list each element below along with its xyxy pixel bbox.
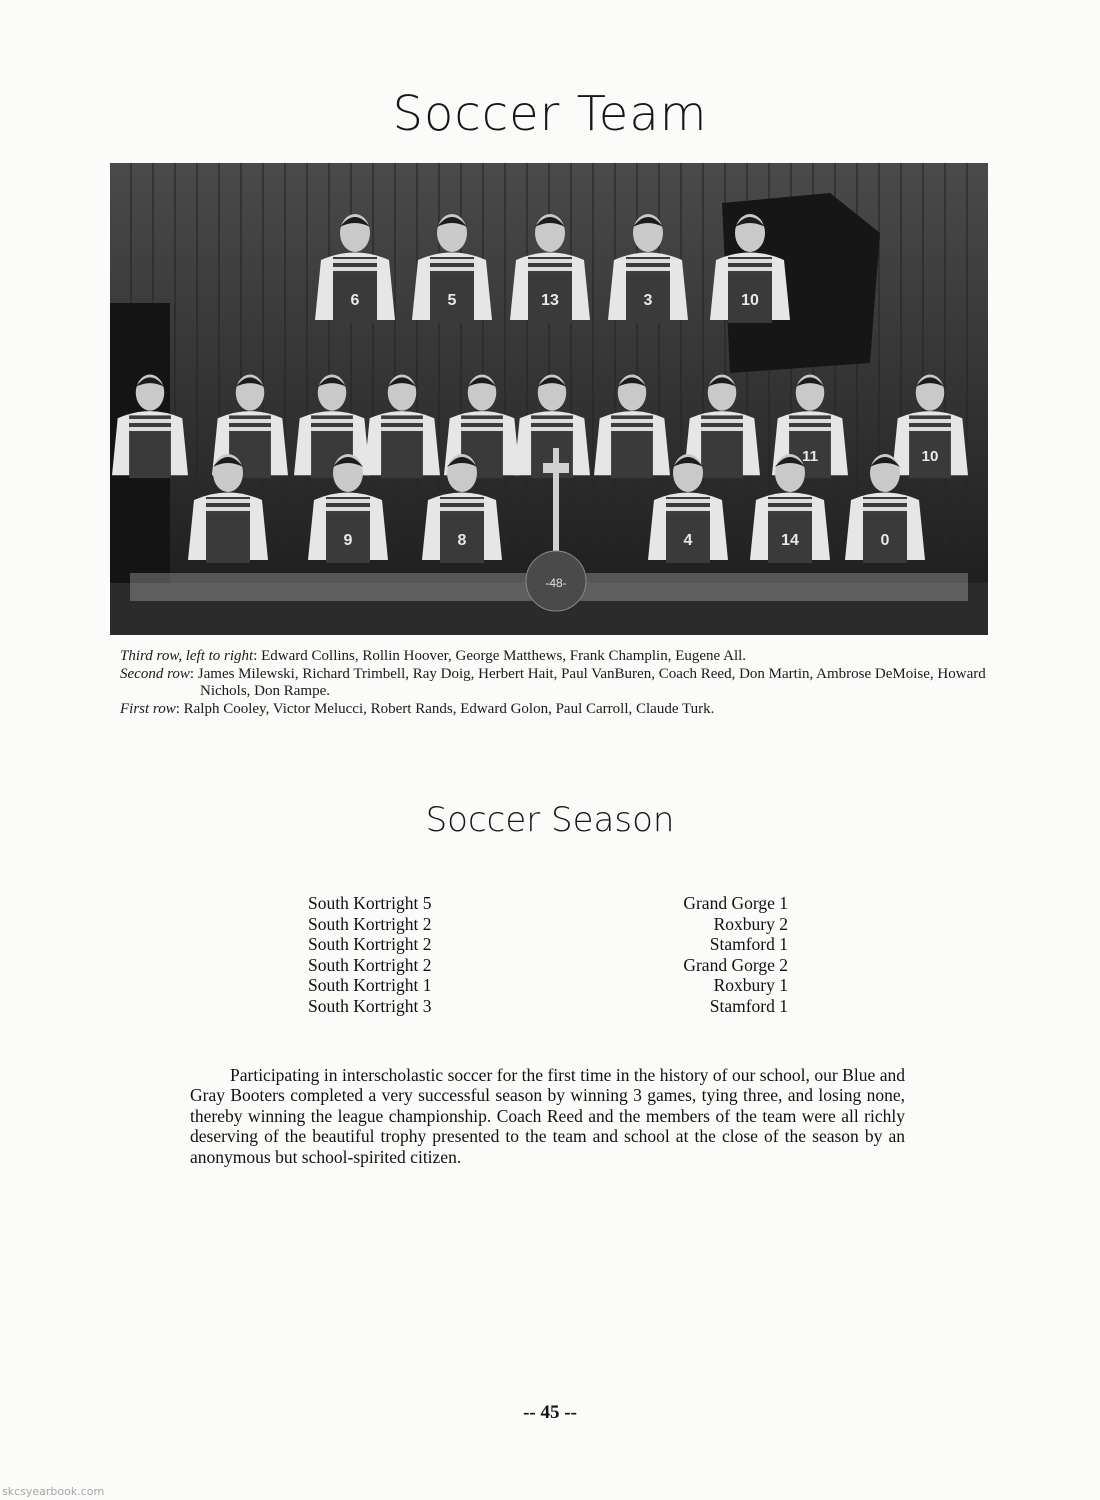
player-jersey-stripes: [129, 415, 171, 432]
jersey-number: 10: [741, 292, 759, 309]
player-jersey-stripes: [381, 415, 423, 432]
caption-second-row: [120, 666, 990, 701]
result-row: [308, 934, 788, 955]
home-score: South Kortright 3: [308, 995, 432, 1016]
caption-third-row: [120, 648, 990, 666]
away-score: Roxbury 1: [713, 975, 788, 996]
result-row: [308, 955, 788, 976]
player-jersey-stripes: [728, 257, 772, 275]
home-score: South Kortright 5: [308, 893, 432, 913]
player-jersey-stripes: [789, 415, 831, 432]
home-score: South Kortright 2: [308, 934, 432, 955]
jersey-number: 11: [801, 448, 819, 465]
result-row: [308, 893, 788, 914]
player-jersey-stripes: [461, 415, 503, 432]
away-score: Roxbury 2: [713, 913, 788, 934]
player-jersey-stripes: [440, 497, 484, 515]
jersey-number: 0: [880, 532, 890, 549]
caption-names: : Edward Collins, Rollin Hoover, George Matthews, Frank Champlin, Eugene All.: [253, 648, 747, 664]
season-results: [308, 893, 788, 1017]
result-row: [308, 914, 788, 935]
home-score: South Kortright 2: [308, 913, 432, 934]
player-jersey-stripes: [528, 257, 572, 275]
jersey-number: 8: [457, 532, 467, 549]
ball-label: -48-: [545, 576, 567, 590]
caption-label: Second row: [120, 665, 190, 682]
player-jersey-stripes: [311, 415, 353, 432]
away-score: Stamford 1: [709, 934, 788, 955]
player-jersey-stripes: [206, 497, 250, 515]
player-jersey-stripes: [666, 497, 710, 515]
jersey-number: 6: [350, 292, 360, 309]
jersey-number: 10: [921, 448, 939, 465]
player-jersey-stripes: [701, 415, 743, 432]
jersey-number: 4: [683, 532, 693, 549]
photo-caption: [120, 648, 990, 718]
player-jersey-stripes: [229, 415, 271, 432]
team-photo: [110, 163, 988, 635]
jersey-number: 5: [447, 292, 457, 309]
page-number: -- 45 --: [523, 1402, 577, 1423]
page-title: Soccer Team: [392, 86, 708, 142]
player-jersey-stripes: [611, 415, 653, 432]
home-score: South Kortright 1: [308, 975, 432, 996]
season-summary: Participating in interscholastic soccer for the first time in the history of our school, our Blue and Gray Booters completed a very successful season by winning 3 games, tying three, and losing none, thereby winning the league championship. Coach Reed and the members of the team were all richly deserving of the beautiful trophy presented to the team and school at the close of the season by an anonymous but school-spirited citizen.: [190, 1065, 905, 1167]
away-score: Grand Gorge 2: [683, 954, 788, 975]
player-jersey-stripes: [333, 257, 377, 275]
player-jersey-stripes: [909, 415, 951, 432]
caption-names: : Ralph Cooley, Victor Melucci, Robert Rands, Edward Golon, Paul Carroll, Claude Turk.: [175, 700, 715, 717]
result-row: [308, 975, 788, 996]
result-row: [308, 996, 788, 1017]
player-jersey-stripes: [863, 497, 907, 515]
jersey-number: 13: [541, 292, 559, 309]
jersey-number: 14: [781, 532, 799, 549]
jersey-number: 9: [343, 532, 353, 549]
jersey-number: 3: [643, 292, 653, 309]
player-jersey-stripes: [430, 257, 474, 275]
caption-label: First row: [120, 700, 176, 717]
section-title: Soccer Season: [425, 800, 675, 840]
away-score: Stamford 1: [709, 995, 788, 1016]
caption-names: : James Milewski, Richard Trimbell, Ray Doig, Herbert Hait, Paul VanBuren, Coach Reed, Don Martin, Ambrose DeMoise, Howard Nichols, Don Rampe.: [189, 665, 986, 699]
player-jersey-stripes: [626, 257, 670, 275]
player-jersey-stripes: [326, 497, 370, 515]
player-jersey-stripes: [531, 415, 573, 432]
home-score: South Kortright 2: [308, 954, 432, 975]
team-photo-image: [110, 163, 988, 635]
watermark: skcsyearbook.com: [2, 1485, 105, 1498]
caption-first-row: [120, 701, 990, 719]
caption-label: Third row, left to right: [120, 648, 254, 664]
trophy-bar: [543, 463, 569, 473]
player-jersey-stripes: [768, 497, 812, 515]
away-score: Grand Gorge 1: [683, 893, 788, 913]
